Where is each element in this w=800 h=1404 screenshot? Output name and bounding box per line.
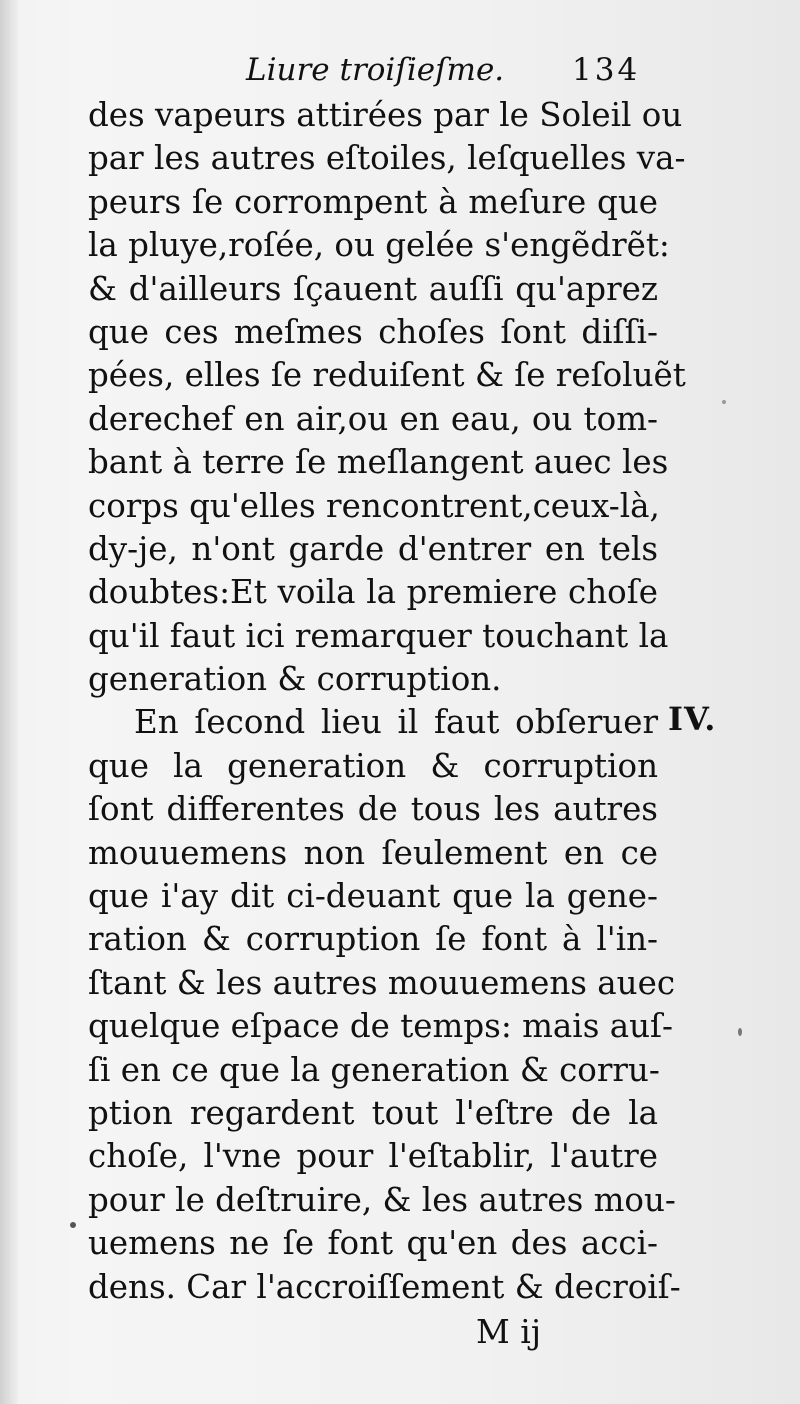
text-line: dens. Car l'accroiſſement & decroiſ- bbox=[88, 1267, 681, 1306]
text-line: qu'il faut ici remarquer touchant la bbox=[88, 616, 669, 655]
text-line: pées, elles ſe reduiſent & ſe reſoluẽt bbox=[88, 356, 686, 395]
text-line: ſtant & les autres mouuemens auec bbox=[88, 963, 676, 1002]
text-line: par les autres eſtoiles, leſquelles va- bbox=[88, 139, 686, 178]
text-line: que la generation & corruption bbox=[88, 746, 658, 785]
text-line: derechef en air,ou en eau, ou tom- bbox=[88, 399, 658, 438]
text-line: que ces meſmes choſes ſont diſſi- bbox=[88, 312, 658, 351]
text-line: doubtes:Et voila la premiere choſe bbox=[88, 573, 658, 612]
text-line-paragraph-end: generation & corruption. bbox=[88, 660, 502, 699]
signature-mark: M ij bbox=[476, 1312, 542, 1351]
text-line: corps qu'elles rencontrent,ceux-là, bbox=[88, 486, 660, 525]
text-line: des vapeurs attirées par le Soleil ou bbox=[88, 96, 683, 134]
running-head bbox=[0, 52, 800, 92]
page-number: 134 bbox=[572, 52, 641, 88]
text-line: bant à terre ſe meſlangent auec les bbox=[88, 443, 669, 482]
ink-speck bbox=[722, 400, 726, 404]
text-line: que i'ay dit ci-deuant que la gene- bbox=[88, 877, 658, 916]
marginal-section-number: IV. bbox=[668, 700, 717, 738]
body-text bbox=[88, 94, 686, 1309]
text-line: mouuemens non ſeulement en ce bbox=[88, 833, 658, 872]
text-line: quelque eſpace de temps: mais auſ- bbox=[88, 1007, 674, 1046]
text-line: ſi en ce que la generation & corru- bbox=[88, 1050, 660, 1089]
text-line: ration & corruption ſe font à l'in- bbox=[88, 920, 658, 959]
text-line: pour le deſtruire, & les autres mou- bbox=[88, 1180, 676, 1219]
text-line: peurs ſe corrompent à meſure que bbox=[88, 182, 658, 221]
ink-speck bbox=[70, 1222, 76, 1228]
ink-speck bbox=[738, 1028, 742, 1036]
running-title: Liure troiſieſme. bbox=[246, 52, 505, 88]
text-line: dy-je, n'ont garde d'entrer en tels bbox=[88, 529, 658, 568]
text-line: la pluye,roſée, ou gelée s'engẽdrẽt: bbox=[88, 226, 670, 265]
text-line: & d'ailleurs ſçauent auſſi qu'aprez bbox=[88, 269, 658, 308]
text-line: ption regardent tout l'eſtre de la bbox=[88, 1093, 658, 1132]
text-line: uemens ne ſe font qu'en des acci- bbox=[88, 1224, 658, 1263]
text-line: choſe, l'vne pour l'eſtablir, l'autre bbox=[88, 1137, 658, 1176]
text-line: ſont differentes de tous les autres bbox=[88, 790, 658, 829]
text-line-paragraph-start: En ſecond lieu il faut obſeruer bbox=[134, 703, 658, 742]
